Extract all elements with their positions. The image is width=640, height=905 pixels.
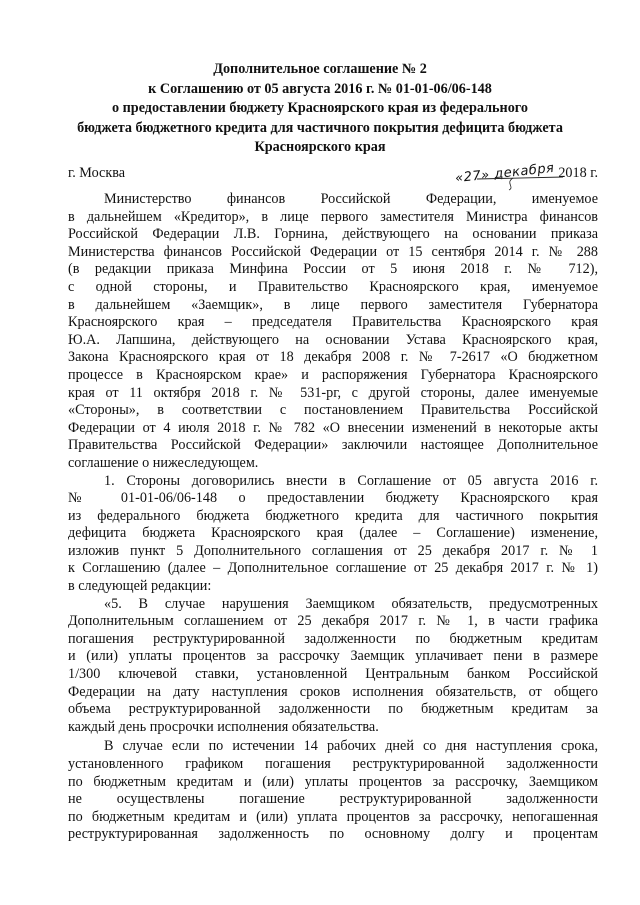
body-line: Российской Федерации Л.В. Горнина, действующего на основании приказа	[68, 226, 598, 243]
body-line: и (или) уплаты процентов за рассрочку Заемщик уплачивает пени в размере	[68, 648, 598, 665]
body-line: «5. В случае нарушения Заемщиком обязательств, предусмотренных	[104, 595, 598, 612]
body-line: «Стороны», в соответствии с постановлением Правительства Российской	[68, 402, 598, 419]
body-line: объема реструктурированной задолженности по бюджетным кредитам за	[68, 701, 598, 718]
body-line: 1/300 ключевой ставки, установленной Центральным банком Российской	[68, 666, 598, 683]
body-line: к Соглашению (далее – Дополнительное соглашение от 25 декабря 2017 г. № 1)	[68, 560, 598, 577]
body-line: изложив пункт 5 Дополнительного соглашения от 25 декабря 2017 г. № 1	[68, 542, 598, 559]
title-line: бюджета бюджетного кредита для частичного покрытия дефицита бюджета	[77, 119, 563, 136]
body-line: в следующей редакции:	[68, 578, 212, 595]
body-line: 1. Стороны договорились внести в Соглашение от 05 августа 2016 г.	[104, 472, 598, 489]
body-line: Закона Красноярского края от 18 декабря 2008 г. № 7-2617 «О бюджетном	[68, 349, 598, 366]
body-line: В случае если по истечении 14 рабочих дней со дня наступления срока,	[104, 738, 598, 755]
place-of-signing: г. Москва	[68, 165, 126, 181]
handwritten-underline	[475, 175, 565, 191]
signing-date	[454, 160, 598, 187]
place-date-row	[68, 160, 598, 187]
body-line: Правительства Российской Федерации» заключили настоящее Дополнительное	[68, 437, 598, 454]
body-line: Дополнительным соглашением от 25 декабря 2017 г. № 1, в части графика	[68, 613, 598, 630]
body-line: Ю.А. Лапшина, действующего на основании Устава Красноярского края,	[68, 331, 598, 348]
body-line: не осуществлены погашение реструктурированной задолженности	[68, 791, 598, 808]
title-line: к Соглашению от 05 августа 2016 г. № 01-01-06/06-148	[148, 80, 492, 97]
body-line: дефицита бюджета Красноярского края (далее – Соглашение) изменение,	[68, 525, 598, 542]
body-line: Федерации на дату наступления сроков исполнения обязательств, от общего	[68, 683, 598, 700]
body-line: края от 11 октября 2018 г. № 531-рг, с другой стороны, далее именуемые	[68, 384, 598, 401]
title-line: о предоставлении бюджету Красноярского края из федерального	[111, 100, 528, 116]
document-body	[68, 191, 598, 844]
date-year: 2018 г.	[558, 165, 598, 181]
title-line: Красноярского края	[254, 139, 386, 155]
body-line: из федерального бюджета бюджетного кредита для частичного покрытия	[68, 507, 598, 524]
body-line: соглашение о нижеследующем.	[68, 454, 259, 471]
body-line: по бюджетным кредитам и (или) уплаты процентов за рассрочку, Заемщиком	[68, 773, 598, 790]
body-line: в дальнейшем «Заемщик», в лице первого заместителя Губернатора	[68, 296, 598, 313]
handwritten-date: «27» декабря	[454, 160, 556, 187]
body-line: № 01-01-06/06-148 о предоставлении бюджету Красноярского края	[68, 490, 598, 507]
body-line: каждый день просрочки исполнения обязательства.	[68, 718, 379, 735]
body-line: Федерации от 4 июля 2018 г. № 782 «О внесении изменений в некоторые акты	[68, 419, 598, 436]
body-line: (в редакции приказа Минфина России от 5 июня 2018 г. № 712),	[68, 261, 598, 278]
body-line: Министерства финансов Российской Федерации от 15 сентября 2014 г. № 288	[68, 243, 598, 260]
document-title	[60, 60, 580, 158]
body-line: с одной стороны, и Правительство Красноярского края, именуемое	[68, 278, 598, 295]
body-line: процессе в Красноярском крае» и распоряжения Губернатора Красноярского	[68, 366, 598, 383]
body-line: установленного графиком погашения реструктурированной задолженности	[68, 756, 598, 772]
body-line: реструктурированная задолженность по основному долгу и процентам	[68, 826, 598, 843]
title-line: Дополнительное соглашение № 2	[213, 61, 427, 77]
body-line: по бюджетным кредитам и (или) уплата процентов за рассрочку, непогашенная	[68, 808, 598, 825]
body-line: погашения реструктурированной задолженности по бюджетным кредитам	[68, 630, 598, 647]
body-line: Красноярского края – председателя Правительства Красноярского края	[68, 314, 598, 331]
body-line: Министерство финансов Российской Федерации, именуемое	[104, 191, 598, 207]
body-line: в дальнейшем «Кредитор», в лице первого заместителя Министра финансов	[68, 208, 598, 225]
